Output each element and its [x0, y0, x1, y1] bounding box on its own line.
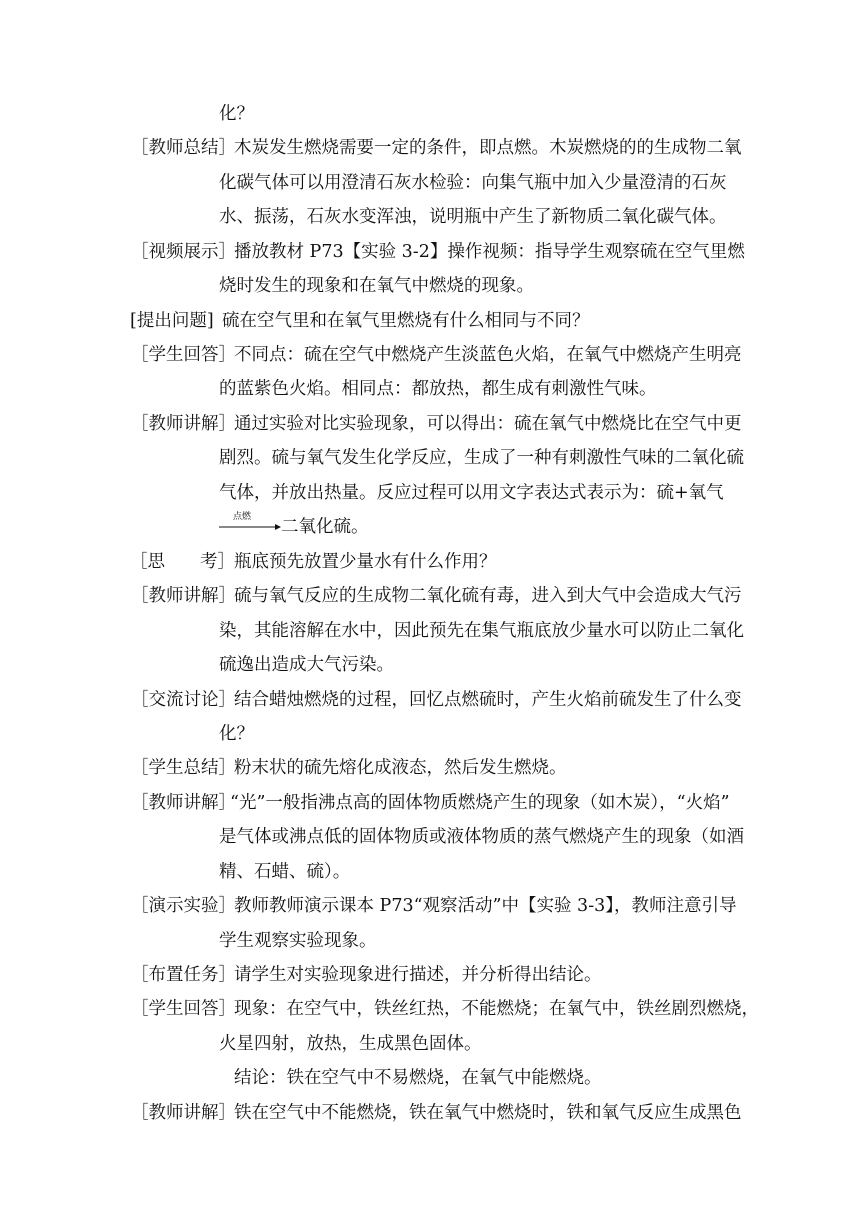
paragraph-label: ［布置任务］ [131, 965, 236, 985]
text-line: 化？ [219, 724, 254, 744]
reaction-condition-label: 点燃 [233, 512, 252, 522]
text-line: 播放教材 P73【实验 3-2】操作视频：指导学生观察硫在空气里燃 [234, 242, 745, 262]
text-line: 木炭发生燃烧需要一定的条件，即点燃。木炭燃烧的的生成物二氧 [234, 138, 742, 158]
paragraph-label: ［学生回答］ [131, 345, 236, 365]
paragraph-label: ［教师讲解］ [131, 793, 236, 813]
text-line: 请学生对实验现象进行描述，并分析得出结论。 [234, 965, 602, 985]
paragraph-label: ［教师总结］ [131, 138, 236, 158]
text-line: 精、石蜡、硫）。 [219, 862, 351, 882]
text-line: 不同点：硫在空气中燃烧产生淡蓝色火焰，在氧气中燃烧产生明亮 [234, 345, 742, 365]
text-line: 粉末状的硫先熔化成液态，然后发生燃烧。 [234, 758, 567, 778]
text-line: 剧烈。硫与氧气发生化学反应，生成了一种有刺激性气味的二氧化硫 [219, 448, 744, 468]
paragraph-label: ［思 考］ [130, 552, 235, 572]
text-line: 铁在空气中不能燃烧，铁在氧气中燃烧时，铁和氧气反应生成黑色 [234, 1103, 742, 1123]
text-line: 现象：在空气中，铁丝红热，不能燃烧；在氧气中，铁丝剧烈燃烧， [234, 999, 759, 1019]
reaction-arrow [219, 512, 281, 538]
paragraph-label: ［学生总结］ [131, 758, 236, 778]
paragraph-label: ［学生回答］ [131, 999, 236, 1019]
text-line: 水、振荡，石灰水变浑浊，说明瓶中产生了新物质二氧化碳气体。 [219, 207, 727, 227]
text-line: 火星四射，放热，生成黑色固体。 [219, 1034, 482, 1054]
text-line: 教师教师演示课本 P73“观察活动”中【实验 3-3】，教师注意引导 [234, 896, 737, 916]
text-line: 学生观察实验现象。 [219, 931, 377, 951]
reaction-line [219, 512, 369, 538]
paragraph-label: ［教师讲解］ [131, 414, 236, 434]
text-line: 通过实验对比实验现象，可以得出：硫在氧气中燃烧比在空气中更 [234, 414, 742, 434]
text-line: 化？ [219, 104, 254, 124]
paragraph-label: ［交流讨论］ [131, 690, 236, 710]
text-line: 化碳气体可以用澄清石灰水检验：向集气瓶中加入少量澄清的石灰 [219, 173, 727, 193]
text-line: 是气体或沸点低的固体物质或液体物质的蒸气燃烧产生的现象（如酒 [219, 827, 744, 847]
text-line: 硫在空气里和在氧气里燃烧有什么相同与不同？ [222, 311, 590, 331]
text-line: 硫逸出造成大气污染。 [219, 655, 394, 675]
text-line: 气体，并放出热量。反应过程可以用文字表达式表示为：硫+氧气 [219, 483, 724, 503]
text-line: 的蓝紫色火焰。相同点：都放热，都生成有刺激性气味。 [219, 379, 657, 399]
text-line: 染，其能溶解在水中，因此预先在集气瓶底放少量水可以防止二氧化 [219, 621, 744, 641]
paragraph-label: ［教师讲解］ [131, 1103, 236, 1123]
text-line: 瓶底预先放置少量水有什么作用？ [234, 552, 497, 572]
text-line: 硫与氧气反应的生成物二氧化硫有毒，进入到大气中会造成大气污 [234, 586, 742, 606]
text-line: 烧时发生的现象和在氧气中燃烧的现象。 [219, 276, 534, 296]
arrow-icon [219, 523, 281, 531]
paragraph-label: [提出问题] [130, 311, 214, 331]
text-line: 结合蜡烛燃烧的过程，回忆点燃硫时，产生火焰前硫发生了什么变 [234, 690, 742, 710]
paragraph-label: ［教师讲解］ [131, 586, 236, 606]
paragraph-label: ［视频展示］ [131, 242, 236, 262]
paragraph-label: ［演示实验］ [131, 896, 236, 916]
text-line: 二氧化硫。 [281, 517, 369, 537]
text-line: “光”一般指沸点高的固体物质燃烧产生的现象（如木炭），“火焰” [230, 793, 730, 813]
text-line: 结论：铁在空气中不易燃烧，在氧气中能燃烧。 [234, 1068, 602, 1088]
